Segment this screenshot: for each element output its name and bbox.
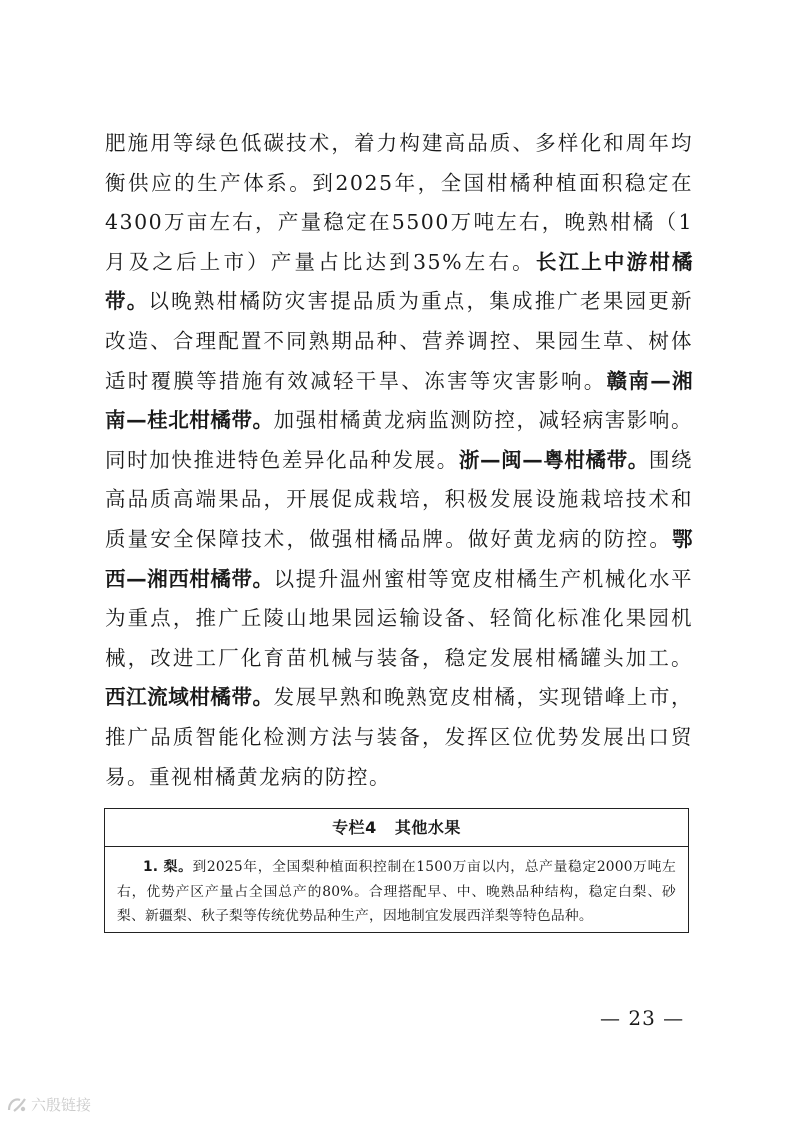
section-heading-zhemin: 浙—闽—粤柑橘带。: [458, 447, 649, 472]
paragraph-text: 发展早熟和晚熟宽皮柑橘，实现错峰上市，推广品质智能化检测方法与装备，发挥区位优势发展出口贸易。重视柑橘黄龙病的防控。: [105, 685, 694, 789]
section-heading-xijiang: 西江流域柑橘带。: [105, 685, 274, 710]
section-heading-gannan: 赣南—湘南—桂北柑橘带。: [105, 368, 694, 433]
column-box: [104, 808, 689, 933]
column-box-title: [105, 809, 688, 847]
column-label: 专栏4: [332, 818, 377, 837]
watermark: [6, 1094, 91, 1115]
section-heading-exi: 鄂西—湘西柑橘带。: [105, 526, 693, 591]
item-text: 到2025年，全国梨种植面积控制在1500万亩以内，总产量稳定2000万吨左右，优势产区产量占全国总产的80%。合理搭配早、中、晚熟品种结构，稳定白梨、砂梨、新疆梨、秋子梨等传统优势品种生产，因地制宜发展西洋梨等特色品种。: [117, 859, 676, 924]
column-box-body: [105, 847, 688, 929]
paragraph-text: 肥施用等绿色低碳技术，着力构建高品质、多样化和周年均衡供应的生产体系。到2025年，全国柑橘种植面积稳定在4300万亩左右，产量稳定在5500万吨左右，晚熟柑橘（1月及之后上市）产量占比达到35%左右。: [105, 131, 693, 274]
section-heading-changjiang: 长江上中游柑橘带。: [105, 249, 693, 314]
page-number: — 23 —: [600, 1006, 685, 1030]
watermark-text: 六殷链接: [31, 1096, 92, 1114]
paragraph-text: 以提升温州蜜柑等宽皮柑橘生产机械化水平为重点，推广丘陵山地果园运输设备、轻简化标准化果园机械，改进工厂化育苗机械与装备，稳定发展柑橘罐头加工。: [105, 566, 694, 670]
brand-logo-icon: [6, 1096, 28, 1114]
body-paragraph: [105, 124, 693, 797]
item-heading: 1. 梨。: [143, 859, 193, 875]
paragraph-text: 围绕高品质高端果品，开展促成栽培，积极发展设施栽培技术和质量安全保障技术，做强柑橘品牌。做好黄龙病的防控。: [105, 447, 694, 551]
paragraph-text: 以晚熟柑橘防灾害提品质为重点，集成推广老果园更新改造、合理配置不同熟期品种、营养调控、果园生草、树体适时覆膜等措施有效减轻干旱、冻害等灾害影响。: [105, 289, 694, 393]
paragraph-text: 加强柑橘黄龙病监测防控，减轻病害影响。同时加快推进特色差异化品种发展。: [105, 408, 694, 472]
column-title: 其他水果: [394, 818, 461, 837]
